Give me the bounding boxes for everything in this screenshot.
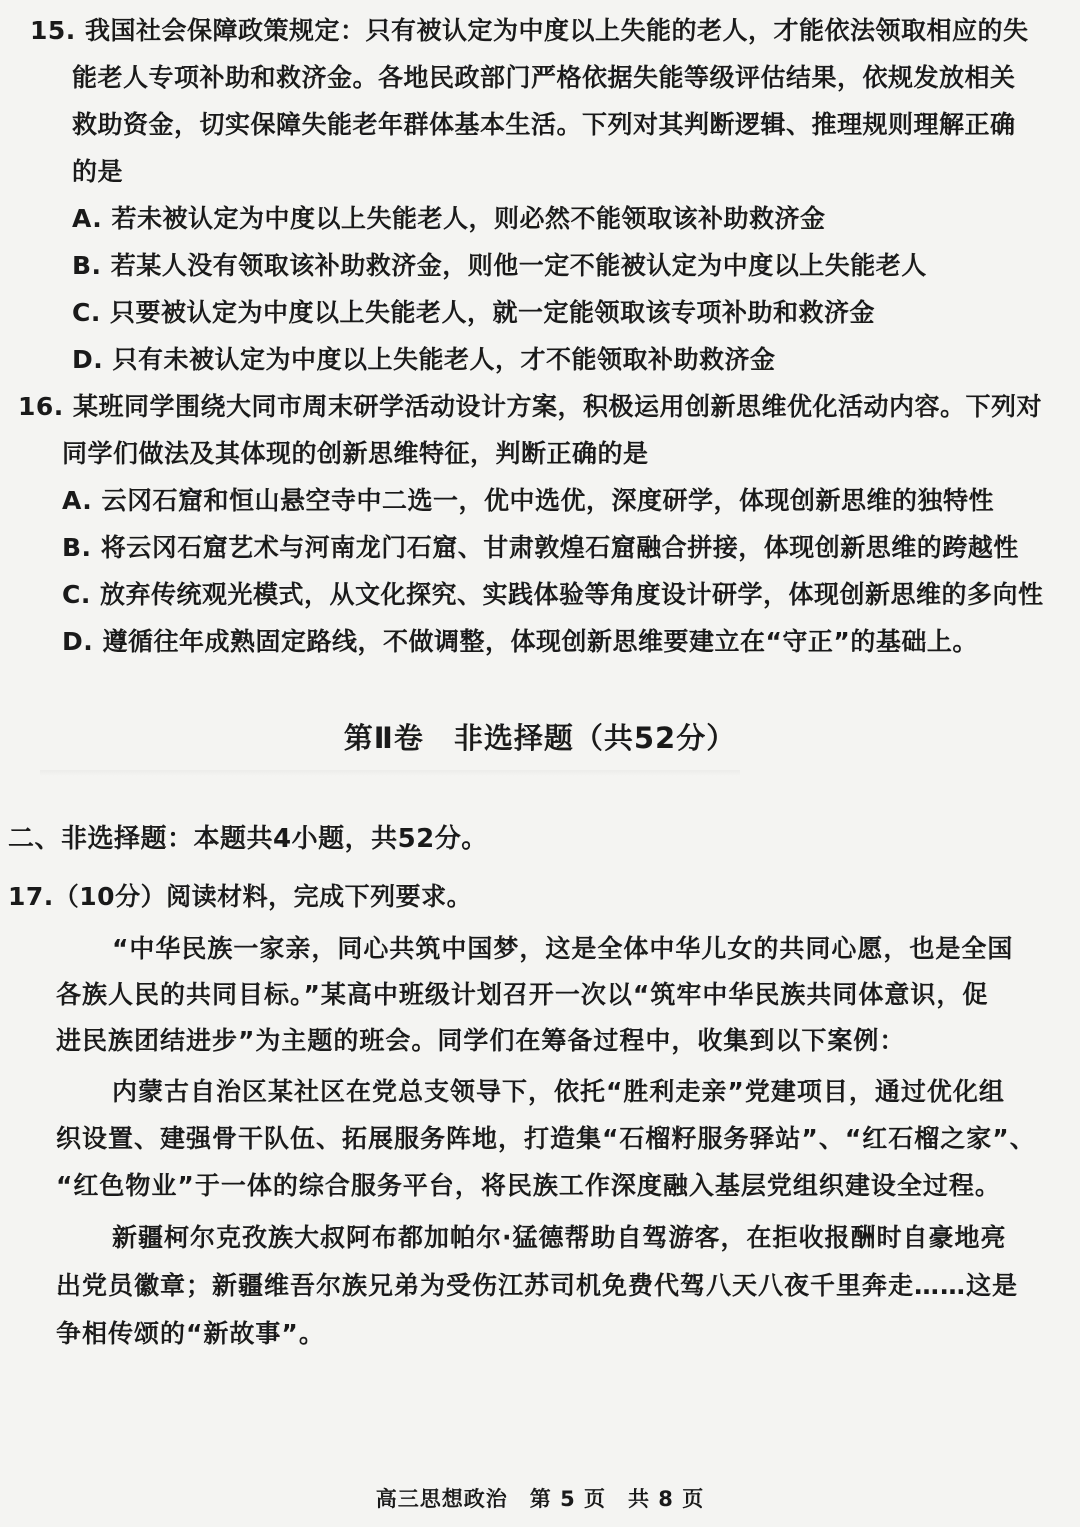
q15-option-a: A. 若未被认定为中度以上失能老人，则必然不能领取该补助救济金 [72, 204, 826, 233]
q17-para3-line-2: 出党员徽章；新疆维吾尔族兄弟为受伤江苏司机免费代驾八天八夜千里奔走……这是 [56, 1271, 1019, 1300]
page-footer: 高三思想政治 第 5 页 共 8 页 [375, 1487, 705, 1511]
q17-para1-line-1: “中华民族一家亲，同心共筑中国梦，这是全体中华儿女的共同心愿，也是全国 [112, 934, 1014, 963]
q15-option-b: B. 若某人没有领取该补助救济金，则他一定不能被认定为中度以上失能老人 [72, 251, 927, 280]
q17-para2-line-3: “红色物业”于一体的综合服务平台，将民族工作深度融入基层党组织建设全过程。 [56, 1171, 1001, 1200]
q16-option-b: B. 将云冈石窟艺术与河南龙门石窟、甘肃敦煌石窟融合拼接，体现创新思维的跨越性 [62, 533, 1019, 562]
q15-option-c: C. 只要被认定为中度以上失能老人，就一定能领取该专项补助和救济金 [72, 298, 876, 327]
section-heading: 二、非选择题：本题共4小题，共52分。 [8, 824, 488, 854]
q17-para1-line-3: 进民族团结进步”为主题的班会。同学们在筹备过程中，收集到以下案例： [56, 1026, 906, 1055]
q16-option-c: C. 放弃传统观光模式，从文化探究、实践体验等角度设计研学，体现创新思维的多向性 [62, 580, 1044, 609]
q17-para2-line-2: 织设置、建强骨干队伍、拓展服务阵地，打造集“石榴籽服务驿站”、“红石榴之家”、 [56, 1124, 1036, 1153]
q15-stem-line-1: 15. 我国社会保障政策规定：只有被认定为中度以上失能的老人，才能依法领取相应的失 [30, 16, 1029, 45]
q17-para1-line-2: 各族人民的共同目标。”某高中班级计划召开一次以“筑牢中华民族共同体意识，促 [56, 980, 989, 1009]
q16-stem-line-1: 16. 某班同学围绕大同市周末研学活动设计方案，积极运用创新思维优化活动内容。下列对 [18, 392, 1042, 421]
q17-header: 17.（10分）阅读材料，完成下列要求。 [8, 882, 473, 911]
q16-stem-line-2: 同学们做法及其体现的创新思维特征，判断正确的是 [62, 439, 649, 468]
q15-stem-line-2: 能老人专项补助和救济金。各地民政部门严格依据失能等级评估结果，依规发放相关 [72, 63, 1016, 92]
q17-para2-line-1: 内蒙古自治区某社区在党总支领导下，依托“胜利走亲”党建项目，通过优化组 [112, 1077, 1005, 1106]
q17-para3-line-3: 争相传颂的“新故事”。 [56, 1319, 325, 1348]
q15-option-d: D. 只有未被认定为中度以上失能老人，才不能领取补助救济金 [72, 345, 776, 374]
q15-stem-line-4: 的是 [72, 157, 124, 186]
q16-option-d: D. 遵循往年成熟固定路线，不做调整，体现创新思维要建立在“守正”的基础上。 [62, 627, 978, 656]
part2-title: 第Ⅱ卷 非选择题（共52分） [343, 721, 737, 755]
q16-option-a: A. 云冈石窟和恒山悬空寺中二选一，优中选优，深度研学，体现创新思维的独特性 [62, 486, 995, 515]
divider [40, 770, 740, 776]
q17-para3-line-1: 新疆柯尔克孜族大叔阿布都加帕尔·猛德帮助自驾游客，在拒收报酬时自豪地亮 [112, 1223, 1007, 1252]
q15-stem-line-3: 救助资金，切实保障失能老年群体基本生活。下列对其判断逻辑、推理规则理解正确 [72, 110, 1016, 139]
